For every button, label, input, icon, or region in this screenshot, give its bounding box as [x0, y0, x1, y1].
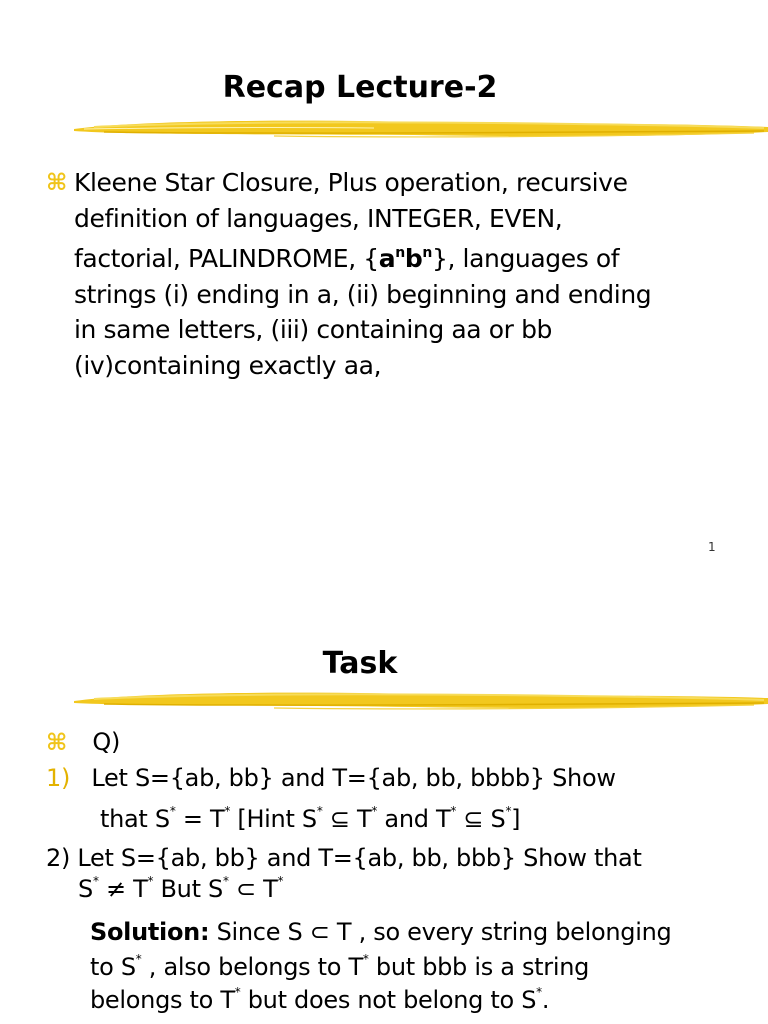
command-bullet-icon: ⌘	[46, 170, 67, 196]
question-label: Q)	[92, 728, 121, 756]
recap-bullet-text	[46, 165, 746, 383]
task-item-2-line2: S* ≠ T* But S* ⊂ T*	[78, 874, 284, 903]
task-item-1: 1) Let S={ab, bb} and T={ab, bb, bbbb} Show	[46, 764, 616, 792]
command-bullet-icon: ⌘	[46, 730, 68, 756]
solution-label: Solution:	[90, 918, 210, 946]
text-line: strings (i) ending in a, (ii) beginning and ending	[74, 279, 652, 309]
item-number: 1)	[46, 764, 71, 792]
yellow-brush-underline	[74, 115, 768, 143]
solution-line-2: to S* , also belongs to T* but bbb is a string	[90, 952, 590, 981]
text-line: in same letters, (iii) containing aa or bb	[74, 315, 553, 344]
anbn-expression: $a^nb^n$	[378, 244, 432, 273]
task-item-2: 2) Let S={ab, bb} and T={ab, bb, bbb} Show that	[46, 844, 642, 872]
slide-task	[0, 580, 768, 1024]
text-line: definition of languages, INTEGER, EVEN,	[74, 203, 563, 233]
text-line: factorial, PALINDROME, $\{a^nb^n\}$, languages of	[74, 244, 620, 273]
text-line: (iv)containing exactly aa,	[74, 350, 382, 380]
task-item-1-line2: that S* = T* [Hint S* ⊆ T* and T* ⊆ S*]	[100, 804, 521, 833]
yellow-brush-underline	[74, 686, 768, 714]
page-number: 1	[708, 540, 716, 554]
solution-line-1: Solution: Since S ⊂ T , so every string belonging	[90, 918, 672, 946]
solution-line-3: belongs to T* but does not belong to S*.	[90, 985, 550, 1014]
slide-title: Recap Lecture-2	[222, 70, 498, 105]
slide-title: Task	[322, 646, 398, 681]
question-bullet	[46, 728, 120, 756]
text-line: Kleene Star Closure, Plus operation, recursive	[74, 168, 628, 197]
